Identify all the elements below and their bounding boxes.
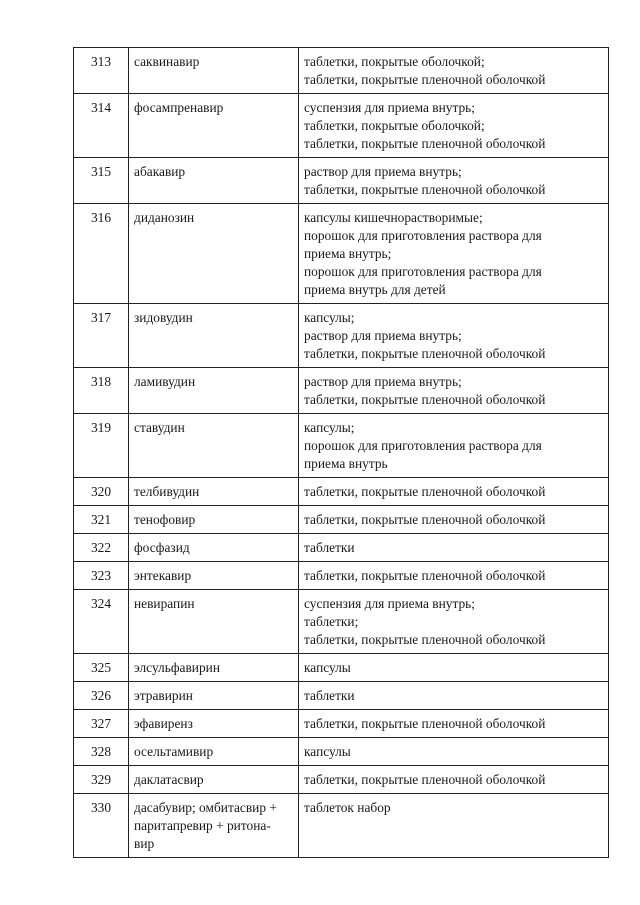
dosage-forms-cell <box>299 414 609 478</box>
table-row <box>74 682 609 710</box>
drug-name-line: этравирин <box>134 688 193 703</box>
drug-name-cell <box>129 738 299 766</box>
dosage-form-line: порошок для приготовления раствора для <box>304 438 542 453</box>
dosage-form-line: капсулы; <box>304 310 355 325</box>
table-row <box>74 48 609 94</box>
row-number: 327 <box>74 710 129 738</box>
dosage-form-line: таблетки, покрытые пленочной оболочкой <box>304 346 546 361</box>
dosage-forms-cell <box>299 654 609 682</box>
dosage-forms-cell <box>299 590 609 654</box>
dosage-forms-cell <box>299 304 609 368</box>
dosage-form-line: суспензия для приема внутрь; <box>304 100 476 115</box>
dosage-forms-cell <box>299 368 609 414</box>
drug-name-line: паритапревир + ритона- <box>134 818 271 833</box>
dosage-forms-cell <box>299 94 609 158</box>
drug-name-line: телбивудин <box>134 484 200 499</box>
drug-name-cell <box>129 506 299 534</box>
dosage-forms-cell <box>299 48 609 94</box>
dosage-form-line: суспензия для приема внутрь; <box>304 596 476 611</box>
table-row <box>74 654 609 682</box>
dosage-forms-cell <box>299 158 609 204</box>
drug-name-cell <box>129 158 299 204</box>
dosage-forms-cell <box>299 478 609 506</box>
document-page <box>73 47 609 858</box>
row-number: 323 <box>74 562 129 590</box>
dosage-form-line: порошок для приготовления раствора для <box>304 228 542 243</box>
dosage-form-line: приема внутрь; <box>304 246 392 261</box>
drug-name-line: осельтамивир <box>134 744 214 759</box>
row-number: 325 <box>74 654 129 682</box>
dosage-forms-cell <box>299 738 609 766</box>
table-row <box>74 738 609 766</box>
drug-name-cell <box>129 368 299 414</box>
table-row <box>74 204 609 304</box>
dosage-forms-cell <box>299 710 609 738</box>
dosage-form-line: раствор для приема внутрь; <box>304 374 462 389</box>
table-row <box>74 562 609 590</box>
table-row <box>74 794 609 858</box>
dosage-form-line: капсулы <box>304 744 351 759</box>
dosage-form-line: таблетки, покрытые пленочной оболочкой <box>304 72 546 87</box>
row-number: 319 <box>74 414 129 478</box>
dosage-form-line: капсулы; <box>304 420 355 435</box>
table-row <box>74 506 609 534</box>
drug-name-line: ставудин <box>134 420 185 435</box>
dosage-forms-cell <box>299 794 609 858</box>
dosage-form-line: приема внутрь <box>304 456 388 471</box>
drug-name-cell <box>129 204 299 304</box>
dosage-form-line: таблетки <box>304 688 355 703</box>
dosage-form-line: приема внутрь для детей <box>304 282 446 297</box>
drug-name-cell <box>129 766 299 794</box>
table-row <box>74 158 609 204</box>
table-row <box>74 534 609 562</box>
drug-name-cell <box>129 682 299 710</box>
dosage-form-line: таблетки, покрытые пленочной оболочкой <box>304 136 546 151</box>
dosage-form-line: порошок для приготовления раствора для <box>304 264 542 279</box>
row-number: 328 <box>74 738 129 766</box>
dosage-form-line: раствор для приема внутрь; <box>304 328 462 343</box>
dosage-form-line: таблетки, покрытые пленочной оболочкой <box>304 568 546 583</box>
dosage-form-line: таблетки, покрытые пленочной оболочкой <box>304 512 546 527</box>
dosage-form-line: таблетки, покрытые пленочной оболочкой <box>304 484 546 499</box>
drug-name-cell <box>129 48 299 94</box>
row-number: 329 <box>74 766 129 794</box>
drug-name-cell <box>129 794 299 858</box>
drug-name-cell <box>129 478 299 506</box>
drug-name-cell <box>129 414 299 478</box>
dosage-forms-cell <box>299 204 609 304</box>
drug-name-cell <box>129 94 299 158</box>
drug-name-cell <box>129 710 299 738</box>
dosage-form-line: таблетки, покрытые оболочкой; <box>304 118 485 133</box>
row-number: 315 <box>74 158 129 204</box>
table-row <box>74 590 609 654</box>
table-row <box>74 710 609 738</box>
drug-name-cell <box>129 590 299 654</box>
dosage-form-line: раствор для приема внутрь; <box>304 164 462 179</box>
drug-name-cell <box>129 534 299 562</box>
drug-name-line: элсульфавирин <box>134 660 220 675</box>
dosage-forms-cell <box>299 766 609 794</box>
drug-name-line: абакавир <box>134 164 186 179</box>
table-row <box>74 304 609 368</box>
dosage-forms-cell <box>299 534 609 562</box>
row-number: 321 <box>74 506 129 534</box>
row-number: 324 <box>74 590 129 654</box>
table-body <box>74 48 609 858</box>
dosage-form-line: таблетки, покрытые пленочной оболочкой <box>304 182 546 197</box>
row-number: 313 <box>74 48 129 94</box>
dosage-forms-cell <box>299 506 609 534</box>
row-number: 318 <box>74 368 129 414</box>
dosage-form-line: таблетки; <box>304 614 359 629</box>
drug-name-line: фосампренавир <box>134 100 224 115</box>
table-row <box>74 478 609 506</box>
dosage-form-line: таблетки, покрытые пленочной оболочкой <box>304 772 546 787</box>
table-row <box>74 368 609 414</box>
dosage-forms-cell <box>299 562 609 590</box>
row-number: 317 <box>74 304 129 368</box>
drug-name-line: саквинавир <box>134 54 200 69</box>
drug-name-cell <box>129 562 299 590</box>
drug-name-line: дасабувир; омбитасвир + <box>134 800 277 815</box>
drug-name-cell <box>129 654 299 682</box>
dosage-form-line: капсулы <box>304 660 351 675</box>
row-number: 314 <box>74 94 129 158</box>
dosage-form-line: таблеток набор <box>304 800 391 815</box>
drug-name-line: диданозин <box>134 210 195 225</box>
dosage-form-line: таблетки, покрытые пленочной оболочкой <box>304 716 546 731</box>
drug-name-line: эфавиренз <box>134 716 193 731</box>
dosage-form-line: таблетки, покрытые оболочкой; <box>304 54 485 69</box>
row-number: 320 <box>74 478 129 506</box>
dosage-forms-cell <box>299 682 609 710</box>
dosage-form-line: таблетки, покрытые пленочной оболочкой <box>304 392 546 407</box>
drug-list-table <box>73 47 609 858</box>
table-row <box>74 766 609 794</box>
drug-name-line: тенофовир <box>134 512 196 527</box>
drug-name-line: невирапин <box>134 596 195 611</box>
dosage-form-line: таблетки <box>304 540 355 555</box>
row-number: 316 <box>74 204 129 304</box>
row-number: 326 <box>74 682 129 710</box>
row-number: 330 <box>74 794 129 858</box>
row-number: 322 <box>74 534 129 562</box>
dosage-form-line: таблетки, покрытые пленочной оболочкой <box>304 632 546 647</box>
drug-name-line: даклатасвир <box>134 772 204 787</box>
table-row <box>74 94 609 158</box>
drug-name-cell <box>129 304 299 368</box>
drug-name-line: фосфазид <box>134 540 190 555</box>
drug-name-line: ламивудин <box>134 374 196 389</box>
dosage-form-line: капсулы кишечнорастворимые; <box>304 210 483 225</box>
table-row <box>74 414 609 478</box>
drug-name-line: зидовудин <box>134 310 193 325</box>
drug-name-line: энтекавир <box>134 568 192 583</box>
drug-name-line: вир <box>134 836 155 851</box>
